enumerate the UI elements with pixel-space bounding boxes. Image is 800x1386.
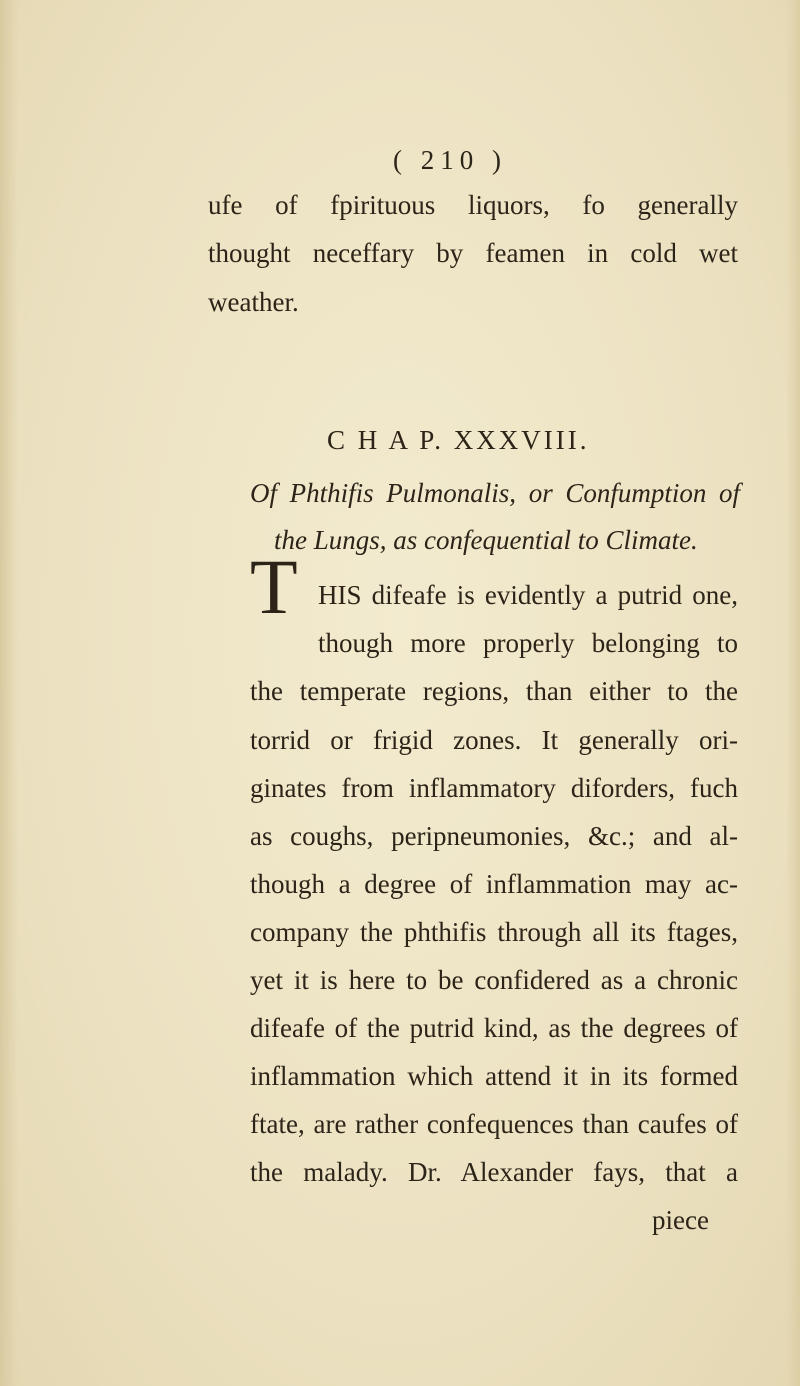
body-line-7: though a degree of inflammation may ac- bbox=[250, 869, 738, 899]
intro-line-3: weather. bbox=[208, 287, 299, 317]
body-line-4: torrid or frigid zones. It generally ori- bbox=[250, 725, 738, 755]
intro-line-1: ufe of fpirituous liquors, fo generally bbox=[208, 190, 738, 220]
drop-cap: T bbox=[250, 543, 298, 630]
body-line-6: as coughs, peripneumonies, &c.; and al- bbox=[250, 821, 738, 851]
chapter-title-line-1: Of Phthifis Pulmonalis, or Confumption of bbox=[250, 478, 740, 508]
chapter-heading: C H A P. XXXVIII. bbox=[327, 425, 590, 455]
body-line-12: ftate, are rather confequences than caufes of bbox=[250, 1109, 738, 1139]
body-line-11: inflammation which attend it in its formed bbox=[250, 1061, 738, 1091]
catchword: piece bbox=[652, 1205, 709, 1235]
body-line-1: HIS difeafe is evidently a putrid one, bbox=[318, 580, 738, 610]
page-number: ( 210 ) bbox=[393, 145, 507, 175]
page-edge-shadow-right bbox=[786, 0, 800, 1386]
body-line-9: yet it is here to be confidered as a chronic bbox=[250, 965, 738, 995]
body-line-5: ginates from inflammatory diforders, fuch bbox=[250, 773, 738, 803]
body-line-3: the temperate regions, than either to the bbox=[250, 676, 738, 706]
body-line-13: the malady. Dr. Alexander fays, that a bbox=[250, 1157, 738, 1187]
body-line-10: difeafe of the putrid kind, as the degrees of bbox=[250, 1013, 738, 1043]
body-line-8: company the phthifis through all its ftages, bbox=[250, 917, 738, 947]
body-line-2: though more properly belonging to bbox=[318, 628, 738, 658]
page-edge-shadow-left bbox=[0, 0, 18, 1386]
chapter-title-line-2: the Lungs, as confequential to Climate. bbox=[274, 525, 698, 555]
intro-line-2: thought neceffary by feamen in cold wet bbox=[208, 238, 738, 268]
